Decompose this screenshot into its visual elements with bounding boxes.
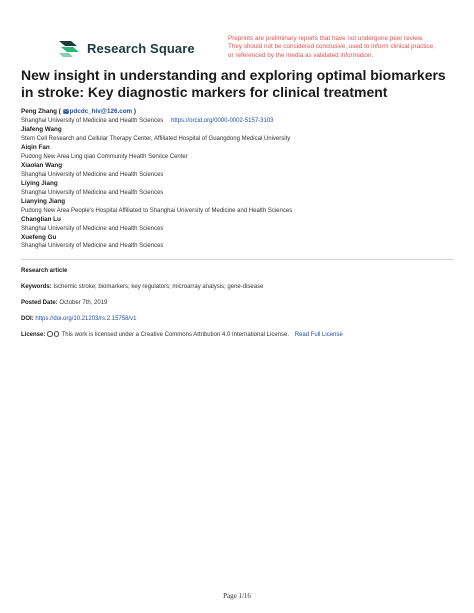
license-line: [21, 331, 461, 339]
notice-line: or referenced by the media as validated information.: [228, 51, 374, 59]
author-affiliation: Shanghai University of Medicine and Health Sciences: [21, 189, 164, 196]
research-square-logo-icon: [57, 38, 81, 58]
author-name: Lianying Jiang: [21, 197, 66, 205]
author-entry: [21, 144, 461, 161]
paper-title: New insight in understanding and exploring optimal biomarkers in stroke: Key diagnostic markers for clinical treatment: [21, 67, 446, 100]
research-square-logo[interactable]: [57, 38, 195, 58]
article-type: Research article: [21, 268, 68, 274]
author-affiliation: Shanghai University of Medicine and Health Sciences: [21, 171, 164, 178]
page-header: [0, 0, 474, 62]
brand-name: Research Square: [87, 40, 195, 56]
section-divider: [21, 259, 453, 260]
creative-commons-icon: [47, 331, 53, 337]
author-affiliation: Pudong New Area People's Hospital Affiliated to Shanghai University of Medicine and Health Sciences: [21, 207, 293, 214]
keywords-value: Ischemic stroke; biomarkers; key regulators; microarray analysis; gene-disease: [53, 284, 264, 290]
author-affiliation: Shanghai University of Medicine and Health Sciences: [21, 225, 164, 232]
page-number: Page 1/16: [223, 592, 251, 600]
posted-date-value: October 7th, 2019: [59, 300, 108, 306]
author-entry: [21, 126, 461, 143]
author-entry: [21, 216, 461, 233]
author-affiliation: Stem Cell Research and Cellular Therapy Center, Affiliated Hospital of Guangdong Medical University: [21, 135, 291, 142]
orcid-link[interactable]: https://orcid.org/0000-0002-5157-3103: [171, 117, 274, 124]
doi-line: [21, 315, 461, 323]
author-affiliation: Shanghai University of Medicine and Health Sciences: [21, 243, 164, 250]
attribution-icon: [54, 331, 60, 337]
doi-label: DOI:: [21, 316, 34, 322]
keywords-label: Keywords:: [21, 284, 52, 290]
read-full-license-link[interactable]: Read Full License: [294, 332, 343, 338]
notice-line: Preprints are preliminary reports that have not undergone peer review.: [228, 35, 424, 42]
author-entry: Peng Zhang ( pdcdc_hiv@126.com ) Shanghai University of Medicine and Health Sciences https://orcid.org/0000-0002-5157-3103: [21, 108, 274, 124]
mail-icon: [63, 109, 69, 114]
posted-date-line: [21, 299, 461, 307]
author-affiliation: Pudong New Area Ling qiao Community Health Service Center: [21, 153, 188, 160]
author-entry: [21, 198, 461, 215]
author-name: Xiaolan Wang: [21, 161, 63, 169]
author-name: Changlian Lu: [21, 215, 61, 223]
author-entry: [21, 162, 461, 179]
author-list: [21, 108, 461, 252]
preprint-notice: [228, 35, 448, 60]
author-email-link[interactable]: pdcdc_hiv@126.com: [69, 108, 133, 115]
doi-link[interactable]: https://doi.org/10.21203/rs.2.15758/v1: [35, 316, 137, 322]
keywords-line: [21, 283, 461, 291]
author-name: Peng Zhang: [21, 108, 58, 115]
author-name: Xuefeng Gu: [21, 233, 57, 241]
notice-line: They should not be considered conclusive, used to inform clinical practice,: [228, 43, 435, 51]
author-entry: [21, 234, 461, 251]
author-name: Jiafeng Wang: [21, 125, 62, 133]
author-entry: [21, 180, 461, 197]
author-name: Aiqin Fan: [21, 143, 50, 151]
author-name: Liying Jiang: [21, 179, 58, 187]
license-text: This work is licensed under a Creative Commons Attribution 4.0 International License.: [61, 332, 290, 338]
author-affiliation: Shanghai University of Medicine and Health Sciences: [21, 117, 164, 124]
license-label: License:: [21, 332, 46, 338]
posted-date-label: Posted Date:: [21, 300, 58, 306]
